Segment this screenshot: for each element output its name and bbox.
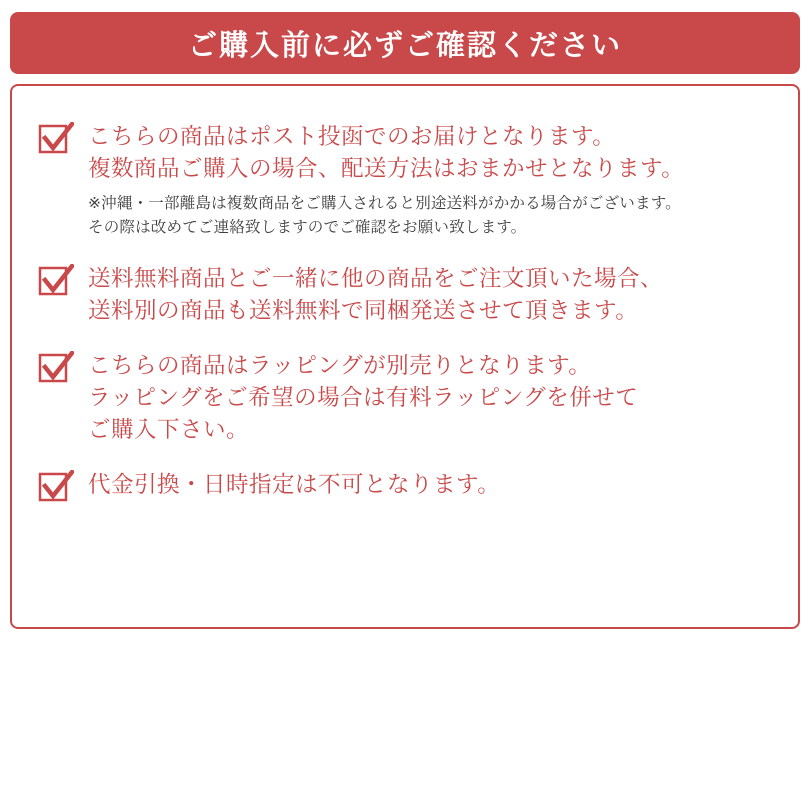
- notice-line: 複数商品ご購入の場合、配送方法はおまかせとなります。: [88, 155, 685, 181]
- check-icon: [38, 122, 74, 158]
- notice-line: ラッピングをご希望の場合は有料ラッピングを併せて: [88, 384, 639, 410]
- check-icon: [38, 351, 74, 387]
- notice-line: 送料無料商品とご一緒に他の商品をご注文頂いた場合、: [88, 265, 664, 291]
- list-item-text: [88, 262, 772, 327]
- page-title: ご購入前に必ずご確認ください: [187, 29, 622, 62]
- notice-line: こちらの商品はラッピングが別売りとなります。: [88, 352, 592, 378]
- notice-line: 送料別の商品も送料無料で同梱発送させて頂きます。: [88, 297, 639, 323]
- notice-note: ※沖縄・一部離島は複数商品をご購入されると別途送料がかかる場合がございます。: [88, 194, 681, 212]
- notice-line: こちらの商品はポスト投函でのお届けとなります。: [88, 124, 616, 149]
- notice-line: ご購入下さい。: [88, 416, 250, 442]
- list-item-text: [88, 349, 772, 446]
- check-icon: [38, 264, 74, 300]
- list-item-text: [88, 468, 772, 501]
- check-icon: [38, 470, 74, 506]
- list-item: [38, 468, 772, 506]
- list-item-text: [88, 120, 772, 240]
- notice-header: [10, 12, 800, 74]
- list-item: [38, 120, 772, 240]
- notice-line: 代金引換・日時指定は不可となります。: [88, 471, 501, 497]
- list-item: [38, 262, 772, 327]
- purchase-notice-card: [10, 12, 800, 629]
- list-item: [38, 349, 772, 446]
- notice-body: [10, 84, 800, 629]
- notice-note: その際は改めてご連絡致しますのでご確認をお願い致します。: [88, 218, 527, 236]
